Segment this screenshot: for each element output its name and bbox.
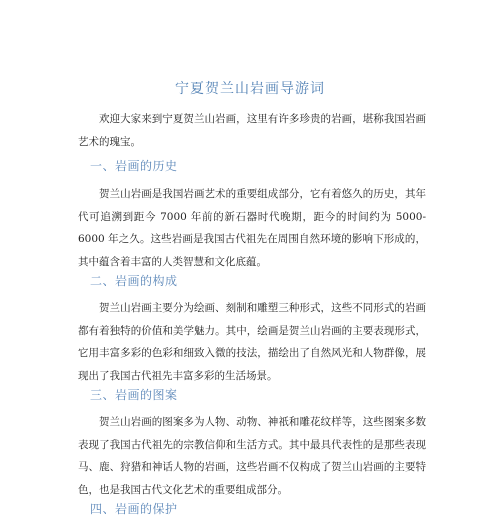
section-heading-history: 一、岩画的历史 <box>90 159 178 173</box>
section-heading-protection: 四、岩画的保护 <box>90 502 178 516</box>
section-heading-composition: 二、岩画的构成 <box>90 274 178 288</box>
section-text-patterns: 贺兰山岩画的图案多为人物、动物、神祇和雕花纹样等，这些图案多数表现了我国古代祖先的宗教信仰和生活方式。其中最具代表性的是那些表现马、鹿、狩猎和神话人物的岩画，这些岩画不仅构成了贺兰山岩画的主要特色，也是我国古代文化艺术的重要组成部分。 <box>78 416 426 496</box>
section-text-composition: 贺兰山岩画主要分为绘画、刻制和雕塑三种形式，这些不同形式的岩画都有着独特的价值和美学魅力。其中，绘画是贺兰山岩画的主要表现形式，它用丰富多彩的色彩和细致入微的技法，描绘出了自然风光和人物群像，展现出了我国古代祖先丰富多彩的生活场景。 <box>78 302 426 382</box>
document-title: 宁夏贺兰山岩画导游词 <box>175 81 325 97</box>
intro-paragraph: 欢迎大家来到宁夏贺兰山岩画，这里有许多珍贵的岩画，堪称我国岩画艺术的瑰宝。 <box>78 113 426 148</box>
section-text-history: 贺兰山岩画是我国岩画艺术的重要组成部分，它有着悠久的历史，其年代可追溯到距今 7000 年前的新石器时代晚期，距今的时间约为 5000-6000 年之久。这些岩画是我国古代祖先在周围自然环境的影响下形成的，其中蕴含着丰富的人类智慧和文化底蕴。 <box>78 188 426 268</box>
section-heading-patterns: 三、岩画的图案 <box>90 388 178 402</box>
